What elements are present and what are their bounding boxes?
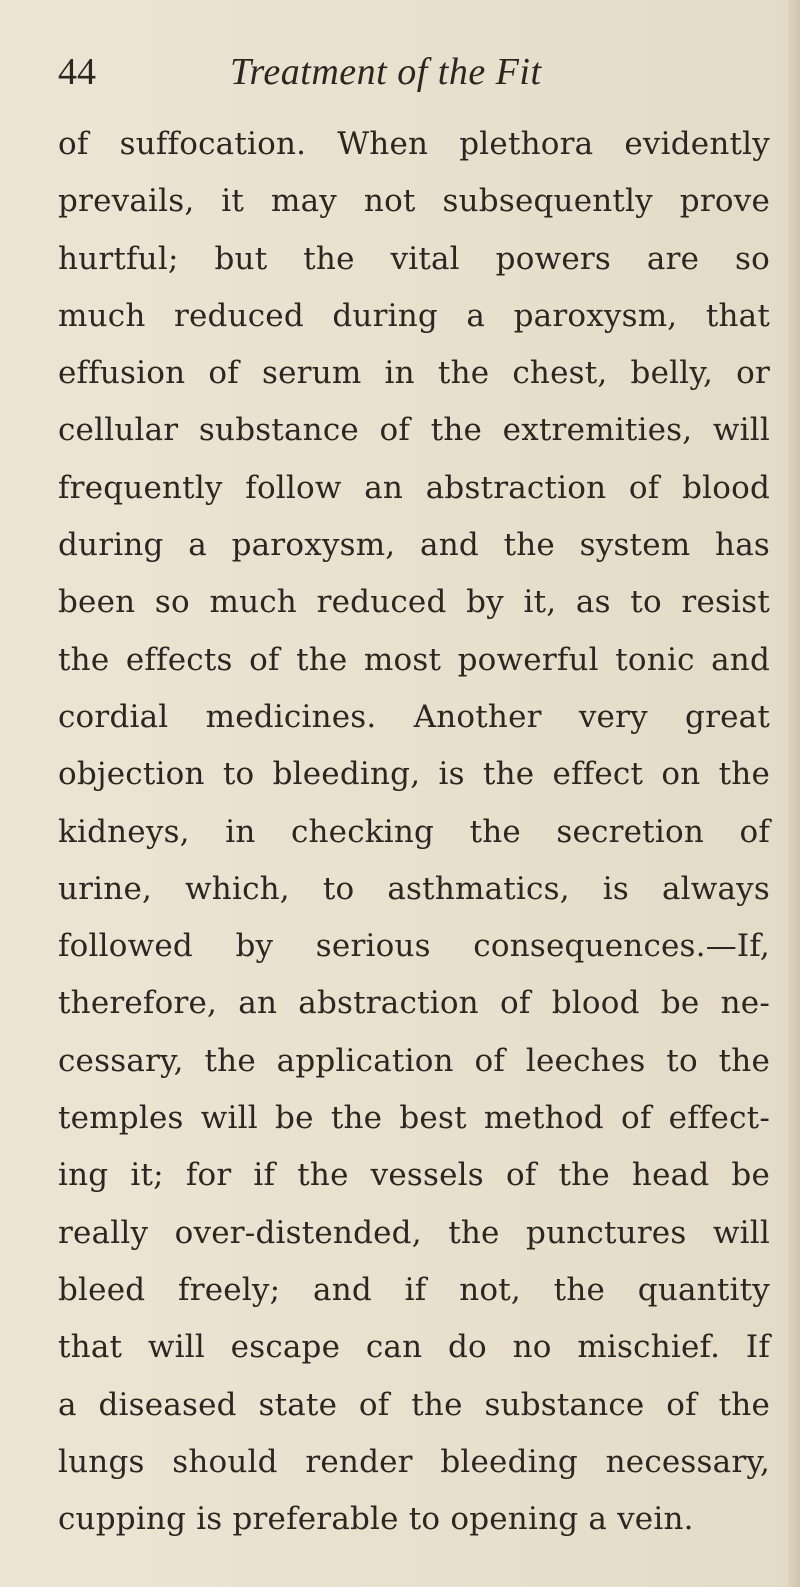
text-line: followed by serious consequences.—If, bbox=[58, 928, 770, 965]
text-line: hurtful; but the vital powers are so bbox=[58, 240, 770, 277]
text-line: lungs should render bleeding necessary, bbox=[58, 1443, 770, 1480]
running-title: Treatment of the Fit bbox=[230, 51, 542, 93]
running-head bbox=[58, 47, 758, 97]
text-line: frequently follow an abstraction of blood bbox=[58, 469, 770, 506]
text-line: that will escape can do no mischief. If bbox=[58, 1329, 770, 1366]
text-line: bleed freely; and if not, the quantity bbox=[58, 1271, 770, 1308]
text-line: therefore, an abstraction of blood be ne- bbox=[58, 985, 770, 1022]
page-number: 44 bbox=[58, 51, 96, 93]
text-line: urine, which, to asthmatics, is always bbox=[58, 870, 770, 907]
text-line: kidneys, in checking the secretion of bbox=[58, 813, 770, 850]
text-line: effusion of serum in the chest, belly, or bbox=[58, 355, 770, 392]
text-line: a diseased state of the substance of the bbox=[58, 1386, 770, 1423]
text-line: prevails, it may not subsequently prove bbox=[58, 183, 770, 220]
text-line: cordial medicines. Another very great bbox=[58, 698, 770, 735]
text-line: cupping is preferable to opening a vein. bbox=[58, 1501, 694, 1538]
text-line: during a paroxysm, and the system has bbox=[58, 527, 770, 564]
text-line: really over-distended, the punctures will bbox=[58, 1214, 770, 1251]
text-line: objection to bleeding, is the effect on the bbox=[58, 756, 770, 793]
text-line: cessary, the application of leeches to the bbox=[58, 1042, 770, 1079]
text-line: much reduced during a paroxysm, that bbox=[58, 297, 770, 334]
text-line: cellular substance of the extremities, will bbox=[58, 412, 770, 449]
text-line: the effects of the most powerful tonic and bbox=[58, 641, 770, 678]
page-edge-shadow bbox=[788, 0, 800, 1587]
text-line: been so much reduced by it, as to resist bbox=[58, 584, 770, 621]
text-line: ing it; for if the vessels of the head be bbox=[58, 1157, 770, 1194]
body-text bbox=[58, 116, 770, 1548]
text-line: temples will be the best method of effect- bbox=[58, 1100, 770, 1137]
text-line: of suffocation. When plethora evidently bbox=[58, 126, 770, 162]
